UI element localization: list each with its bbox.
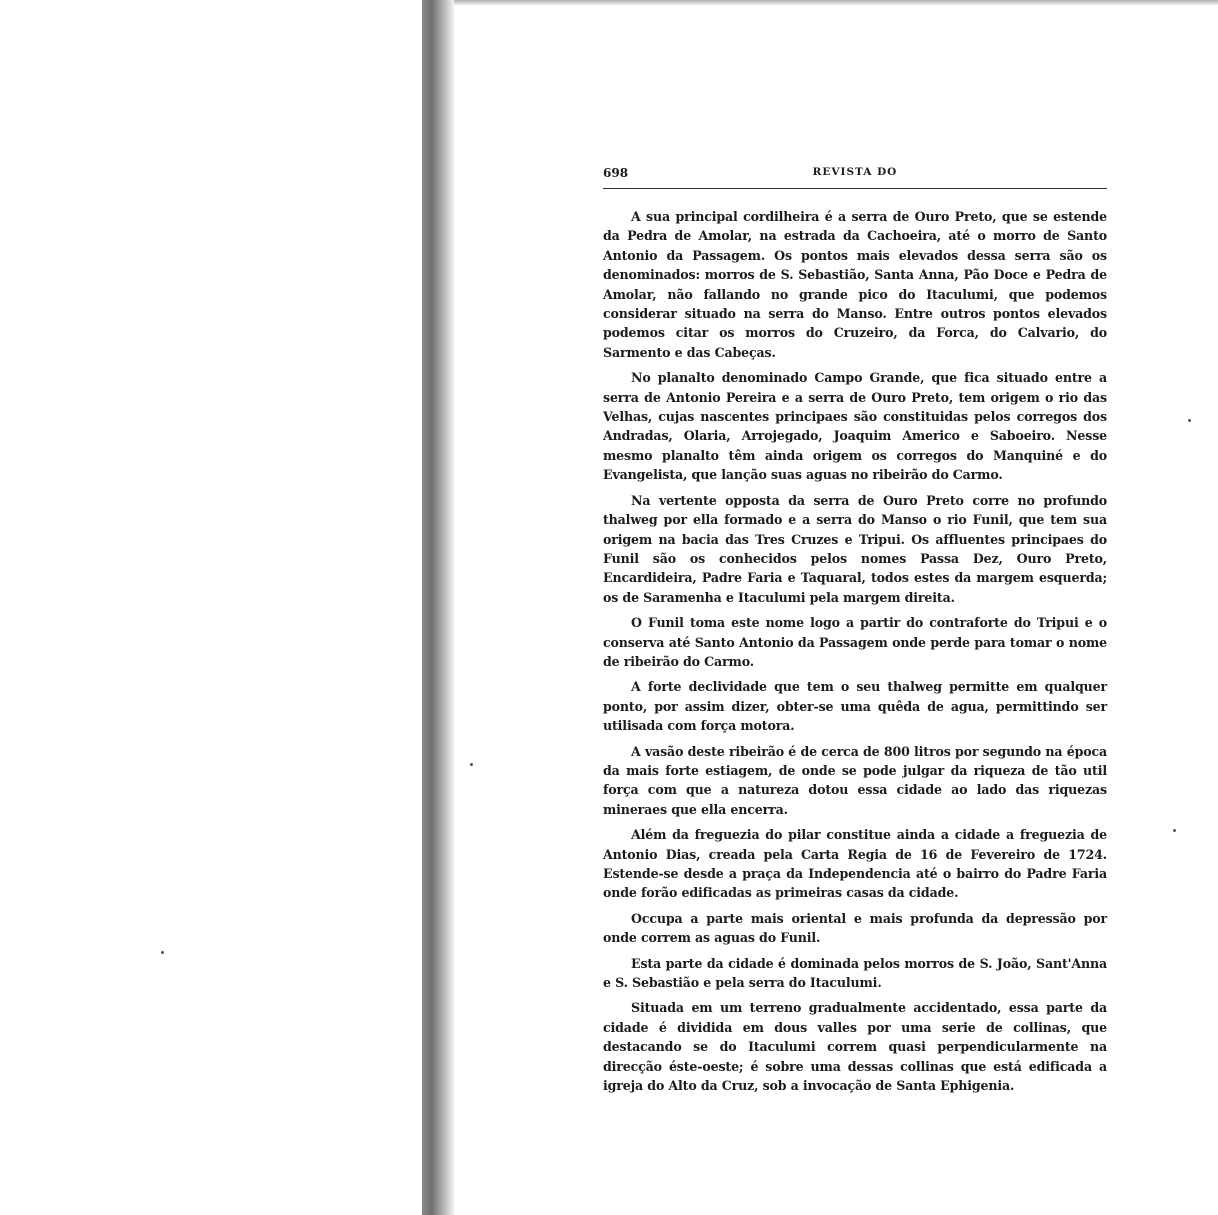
speck-mark bbox=[1188, 419, 1191, 422]
paragraph: Além da freguezia do pilar constitue ainda a cidade a freguezia de Antonio Dias, creada pela Carta Regia de 16 de Fevereiro de 1724. Estende-se desde a praça da Independencia até o bairro do Padre Faria onde forão edificadas as primeiras casas da cidade. bbox=[603, 827, 1107, 901]
book-page bbox=[603, 166, 1107, 1101]
page-top-edge bbox=[454, 0, 1218, 5]
speck-mark bbox=[470, 763, 473, 766]
page-header bbox=[603, 166, 1107, 189]
paragraph: No planalto denominado Campo Grande, que fica situado entre a serra de Antonio Pereira e a serra de Ouro Preto, tem origem o rio das Velhas, cujas nascentes principaes são constituidas pelos corregos dos Andradas, Olaria, Arrojegado, Joaquim Americo e Saboeiro. Nesse mesmo planalto têm ainda origem os corregos do Manquiné e do Evangelista, que lanção suas aguas no ribeirão do Carmo. bbox=[603, 370, 1107, 483]
paragraph: A forte declividade que tem o seu thalweg permitte em qualquer ponto, por assim dizer, obter-se uma quêda de agua, permittindo ser utilisada com força motora. bbox=[603, 679, 1107, 734]
paragraph: Na vertente opposta da serra de Ouro Preto corre no profundo thalweg por ella formado e a serra do Manso o rio Funil, que tem sua origem na bacia das Tres Cruzes e Tripui. Os affluentes principaes do Funil são os conhecidos pelos nomes Passa Dez, Ouro Preto, Encardideira, Padre Faria e Taquaral, todos estes da margem esquerda; os de Saramenha e Itaculumi pela margem direita. bbox=[603, 492, 1107, 605]
speck-mark bbox=[1173, 829, 1176, 832]
paragraph: Esta parte da cidade é dominada pelos morros de S. João, Sant'Anna e S. Sebastião e pela serra do Itaculumi. bbox=[603, 955, 1107, 991]
speck-mark bbox=[161, 951, 164, 954]
book-spine bbox=[422, 0, 454, 1215]
page-number: 698 bbox=[603, 166, 629, 180]
paragraph: Occupa a parte mais oriental e mais profunda da depressão por onde correm as aguas do Funil. bbox=[603, 910, 1107, 946]
paragraph: Situada em um terreno gradualmente accidentado, essa parte da cidade é dividida em dous valles por uma serie de collinas, que destacando se do Itaculumi correm quasi perpendicularmente na direcção éste-oeste; é sobre uma dessas collinas que está edificada a igreja do Alto da Cruz, sob a invocação de Santa Ephigenia. bbox=[603, 1000, 1107, 1094]
paragraph: A sua principal cordilheira é a serra de Ouro Preto, que se estende da Pedra de Amolar, na estrada da Cachoeira, até o morro de Santo Antonio da Passagem. Os pontos mais elevados dessa serra são os denominados: morros de S. Sebastião, Santa Anna, Pão Doce e Pedra de Amolar, não fallando no grande pico do Itaculumi, que podemos considerar situado na serra do Manso. Entre outros pontos elevados podemos citar os morros do Cruzeiro, da Forca, do Calvario, do Sarmento e das Cabeças. bbox=[603, 209, 1107, 360]
paragraph: O Funil toma este nome logo a partir do contraforte do Tripui e o conserva até Santo Antonio da Passagem onde perde para tomar o nome de ribeirão do Carmo. bbox=[603, 615, 1107, 669]
page-body bbox=[603, 207, 1107, 1095]
blank-left-page bbox=[0, 0, 422, 1215]
paragraph: A vasão deste ribeirão é de cerca de 800 litros por segundo na época da mais forte estiagem, de onde se pode julgar da riqueza de tão util força com que a natureza dotou essa cidade ao lado das riquezas mineraes que ella encerra. bbox=[603, 743, 1107, 817]
running-head: REVISTA DO bbox=[812, 166, 898, 178]
